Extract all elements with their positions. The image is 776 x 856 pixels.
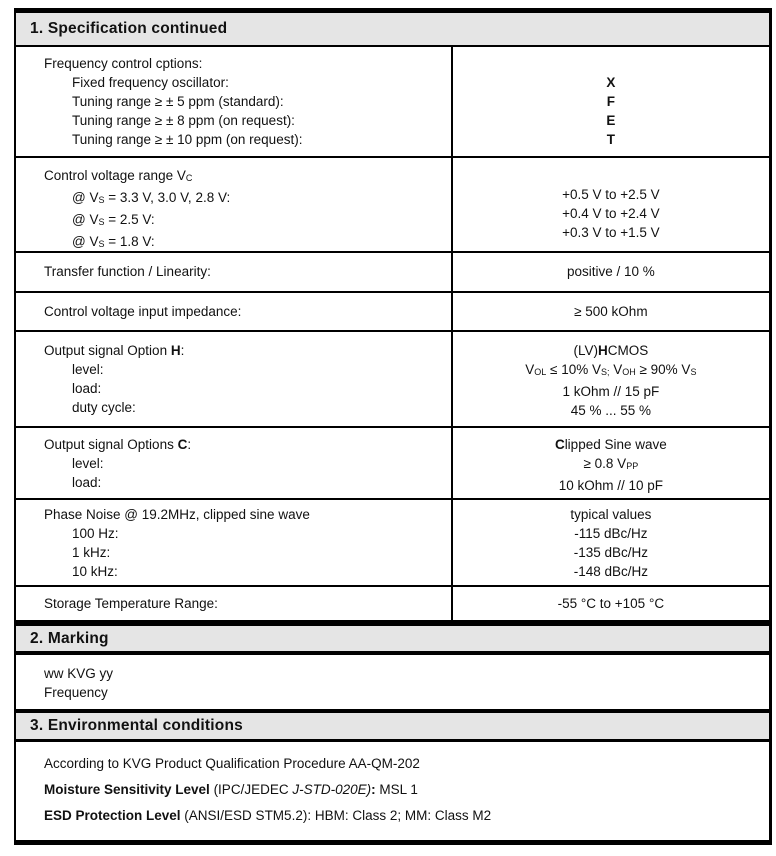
row-label: Frequency control cptions: (44, 56, 203, 71)
environment-line: Moisture Sensitivity Level (IPC/JEDEC J-STD-020E): MSL 1 (44, 782, 418, 797)
row-sublabel: 100 Hz: (72, 526, 119, 541)
row-sublabel: level: (72, 362, 104, 377)
environmental-content (16, 742, 769, 840)
row-value: E (606, 113, 616, 128)
row-sublabel: duty cycle: (72, 400, 136, 415)
environment-line: According to KVG Product Qualification Procedure AA-QM-202 (44, 756, 420, 771)
row-value (453, 54, 769, 73)
row-sublabel: level: (72, 456, 104, 471)
row-label: Transfer function / Linearity: (44, 264, 211, 279)
section-2-title: 2. Marking (30, 629, 109, 647)
spec-row-transfer-function (16, 253, 769, 293)
row-value: F (606, 94, 615, 109)
row-value: -135 dBc/Hz (573, 545, 648, 560)
section-1-title: 1. Specification continued (30, 20, 228, 37)
row-sublabel: @ VS = 3.3 V, 3.0 V, 2.8 V: (72, 190, 231, 205)
spec-row-output-option-h (16, 332, 769, 428)
row-sublabel: Tuning range ≥ ± 8 ppm (on request): (72, 113, 295, 128)
spec-row-control-voltage-range (16, 158, 769, 253)
marking-line: ww KVG yy (44, 666, 114, 681)
environment-line: ESD Protection Level (ANSI/ESD STM5.2): HBM: Class 2; MM: Class M2 (44, 808, 492, 823)
spec-row-output-options-c (16, 428, 769, 500)
document-frame (14, 8, 772, 845)
row-value: -55 °C to +105 °C (557, 596, 665, 611)
section-3-title: 3. Environmental conditions (30, 717, 243, 734)
row-label: Output signal Options C: (44, 437, 192, 452)
row-sublabel: load: (72, 475, 102, 490)
row-value: positive / 10 % (566, 264, 655, 279)
row-sublabel: 1 kHz: (72, 545, 111, 560)
row-value: 1 kOhm // 15 pF (562, 384, 660, 399)
spec-row-frequency-control-options (16, 47, 769, 158)
row-sublabel: @ VS = 1.8 V: (72, 234, 155, 249)
row-value (453, 166, 769, 185)
spec-row-phase-noise (16, 500, 769, 587)
row-label: Phase Noise @ 19.2MHz, clipped sine wave (44, 507, 310, 522)
row-label: Output signal Option H: (44, 343, 185, 358)
row-value: +0.4 V to +2.4 V (562, 206, 660, 221)
row-value: typical values (570, 507, 652, 522)
row-value: -148 dBc/Hz (573, 564, 648, 579)
row-value: X (606, 75, 616, 90)
row-sublabel: Tuning range ≥ ± 5 ppm (standard): (72, 94, 284, 109)
row-value: -115 dBc/Hz (574, 526, 648, 541)
row-label: Storage Temperature Range: (44, 596, 218, 611)
marking-line: Frequency (44, 685, 108, 700)
row-label: Control voltage input impedance: (44, 304, 242, 319)
row-value: ≥ 500 kOhm (574, 304, 648, 319)
row-value: VOL ≤ 10% VS; VOH ≥ 90% VS (525, 362, 697, 377)
row-value: 10 kOhm // 10 pF (558, 478, 663, 493)
row-value: ≥ 0.8 VPP (583, 456, 639, 471)
section-2-header (16, 622, 769, 655)
marking-content (16, 655, 769, 709)
row-value: +0.5 V to +2.5 V (562, 187, 660, 202)
row-value: T (606, 132, 615, 147)
row-label: Control voltage range VC (44, 168, 193, 183)
row-sublabel: Tuning range ≥ ± 10 ppm (on request): (72, 132, 303, 147)
spec-row-storage-temperature (16, 587, 769, 622)
spec-row-input-impedance (16, 293, 769, 332)
row-sublabel: Fixed frequency oscillator: (72, 75, 229, 90)
section-1-header (16, 13, 769, 47)
row-sublabel: load: (72, 381, 102, 396)
row-sublabel: 10 kHz: (72, 564, 118, 579)
row-value: +0.3 V to +1.5 V (562, 225, 660, 240)
row-value: 45 % ... 55 % (570, 403, 651, 418)
row-sublabel: @ VS = 2.5 V: (72, 212, 155, 227)
section-3-header (16, 709, 769, 742)
row-value: Clipped Sine wave (554, 437, 667, 452)
row-value: (LV)HCMOS (573, 343, 649, 358)
